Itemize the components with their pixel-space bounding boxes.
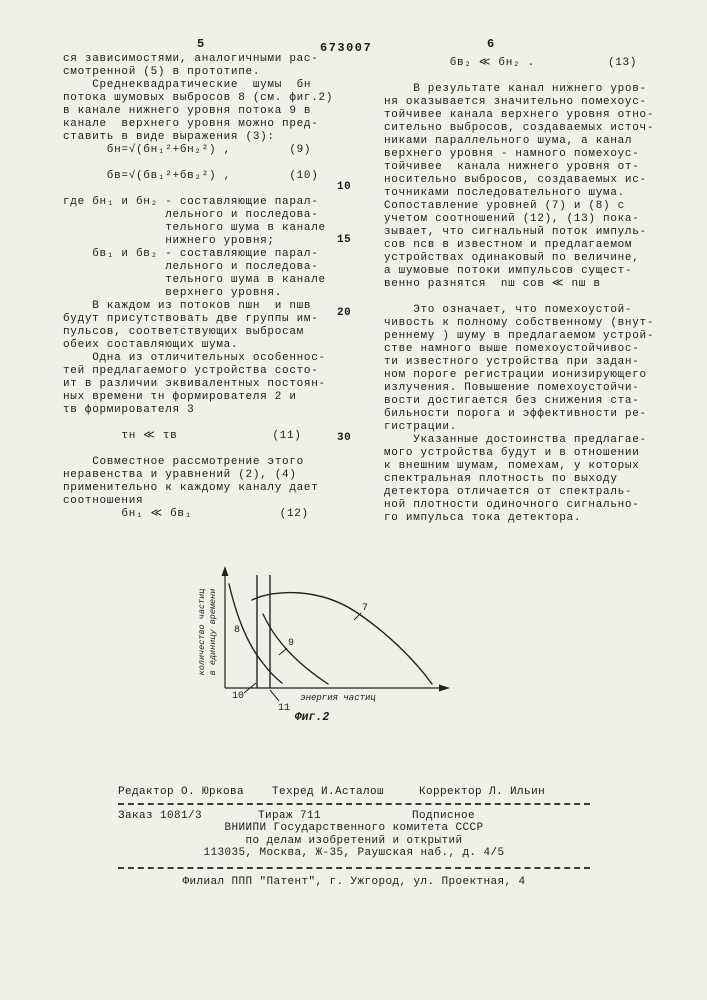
margin-line-number: 10 <box>337 181 352 193</box>
patent-number: 673007 <box>320 41 373 55</box>
imprint-branch-line: Филиал ППП "Патент", г. Ужгород, ул. Проектная, 4 <box>182 875 526 888</box>
page-number-right: 6 <box>487 37 496 51</box>
curve-8-label: 8 <box>234 625 241 636</box>
figure-caption: Фиг.2 <box>294 711 330 724</box>
margin-line-number: 20 <box>337 307 352 319</box>
imprint-org-line2: по делам изобретений и открытий <box>245 834 463 847</box>
curve-9 <box>263 614 328 684</box>
curve-7-label: 7 <box>362 603 369 614</box>
x-axis-arrow-icon <box>439 685 450 692</box>
y-axis-arrow-icon <box>222 566 229 576</box>
imprint-org-line3: 113035, Москва, Ж-35, Раушская наб., д. 4/5 <box>203 847 505 859</box>
threshold-11-pointer <box>270 690 279 701</box>
right-column-text: бв₂ ≪ бн₂ . (13) В результате канал нижнего уров- ня оказывается значительно помехоус- тойчивее канала верхнего уровня отно- сительно выбросов, создаваемых источ- никами параллельного шума, а канал верхнего уровня - намного помехоус- тойчивее канала нижнего уровня от- носительно выбросов, создаваемых ис- точниками последовательного шума. Сопоставление уровней (7) и (8) с учетом соотношений (12), (13) пока- зывает, что сигнальный поток импуль- сов nсв в известном и предлагаемом устройствах одинаковый по величине, а шумовые потоки импульсов сущест- венно разнятся nш сов ≪ nш в Это означает, что помехоустой- чивость к полному собственному (внут- реннему ) шуму в предлагаемом устрой- стве намного выше помехоустойчивос- ти известного устройства при задан- ном пороге регистрации ионизирующего излучения. Повышение помехоустойчи- вости достигается без снижения ста- бильности порога и эффективности ре- гистрации. Указанные достоинства предлагае- мого устройства будут и в отношении к внешним шумам, помехам, у которых спектральная плотность по выходу детектора отличается от спектраль- ной плотности одиночного сигнально- го импульса тока детектора. <box>384 57 655 524</box>
imprint-order-line: Заказ 1081/3 Тираж 711 Подписное <box>118 809 476 822</box>
margin-line-number: 15 <box>337 234 352 246</box>
curve-9-label: 9 <box>288 638 295 649</box>
threshold-10-label: 10 <box>232 691 245 702</box>
figure-y-axis-label-line2: в единицу времени <box>208 588 218 676</box>
imprint-divider <box>118 867 590 869</box>
imprint-credits: Редактор О. Юркова Техред И.Асталош Корректор Л. Ильин <box>118 786 546 798</box>
imprint-divider <box>118 803 590 805</box>
threshold-11-label: 11 <box>278 703 291 714</box>
figure-2 <box>160 562 460 734</box>
figure-x-axis-label: энергия частиц <box>300 693 376 703</box>
imprint-org-line1: ВНИИПИ Государственного комитета СССР <box>224 822 484 834</box>
page-number-left: 5 <box>197 37 206 51</box>
left-column-text: ся зависимостями, аналогичными рас- смотренной (5) в прототипе. Среднеквадратические шумы бн потока шумовых выбросов 8 (см. фиг.2) в канале нижнего уровня потока 9 в канале верхнего уровня можно пред- ставить в виде выражения (3): бн=√(бн₁²+бн₂²) , (9) бв=√(бв₁²+бв₂²) , (10) где бн₁ и бн₂ - составляющие парал- лельного и последова- тельного шума в канале нижнего уровня; бв₁ и бв₂ - составляющие парал- лельного и последова- тельного шума в канале верхнего уровня. В каждом из потоков nшн и nшв будут присутствовать две группы им- пульсов, соответствующих выбросам обеих составляющих шума. Одна из отличительных особеннос- тей предлагаемого устройства состо- ит в различии эквивалентных постоян- ных времени τн формирователя 2 и τв формирователя 3 τн ≪ τв (11) Совместное рассмотрение этого неравенства и уравнений (2), (4) применительно к каждому каналу дает соотношения бн₁ ≪ бв₁ (12) <box>63 53 334 520</box>
curve-7-pointer <box>354 613 361 620</box>
imprint-block <box>118 786 590 888</box>
curve-7 <box>252 593 432 684</box>
curve-9-pointer <box>279 648 287 655</box>
margin-line-number: 30 <box>337 432 352 444</box>
figure-y-axis-label-line1: количество частиц <box>197 588 207 676</box>
